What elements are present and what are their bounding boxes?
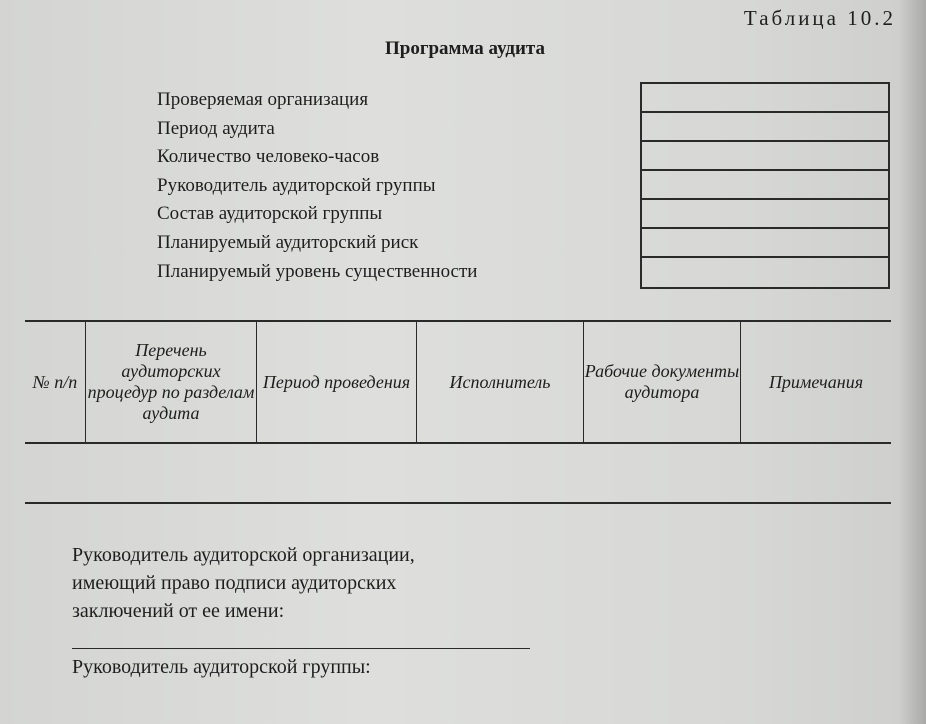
info-field-box xyxy=(642,171,888,200)
audit-group-head-signature: Руководитель аудиторской группы: xyxy=(72,656,371,678)
info-field-box xyxy=(642,258,888,287)
info-field-label: Количество человеко-часов xyxy=(157,146,380,168)
signature-label-line: имеющий право подписи аудиторских xyxy=(72,572,397,594)
procedures-table-header xyxy=(25,320,891,444)
column-header-notes: Примечания xyxy=(768,371,864,392)
info-field-label: Планируемый уровень существенности xyxy=(157,260,478,282)
info-field-box xyxy=(642,142,888,171)
info-field-box xyxy=(642,200,888,229)
info-fields-list xyxy=(157,86,477,286)
table-body-bottom-rule xyxy=(25,502,891,504)
info-field-label: Состав аудиторской группы xyxy=(157,203,383,225)
signature-line xyxy=(72,648,530,649)
signature-label-line: заключений от ее имени: xyxy=(72,600,285,622)
info-field-box xyxy=(642,84,888,113)
column-header-executor: Исполнитель xyxy=(417,322,584,442)
info-field-label: Планируемый аудиторский риск xyxy=(157,231,419,253)
table-number: Таблица 10.2 xyxy=(743,6,896,30)
info-field-box xyxy=(642,113,888,142)
column-header-working-documents: Рабочие документы аудитора xyxy=(584,322,741,442)
info-field-label: Проверяемая организация xyxy=(157,89,369,110)
column-header-period: Период проведения xyxy=(257,322,417,442)
info-fields-boxes xyxy=(640,82,890,289)
info-field-box xyxy=(642,229,888,258)
document-title: Программа аудита xyxy=(384,38,545,59)
signature-label-line: Руководитель аудиторской организации, xyxy=(72,544,415,566)
info-field-label: Период аудита xyxy=(157,117,275,139)
column-header-number: № п/п xyxy=(25,322,86,442)
column-header-procedures: Перечень аудиторских процедур по разделам аудита xyxy=(86,322,257,442)
audit-org-head-signature xyxy=(72,541,415,625)
info-field-label: Руководитель аудиторской группы xyxy=(157,174,436,196)
